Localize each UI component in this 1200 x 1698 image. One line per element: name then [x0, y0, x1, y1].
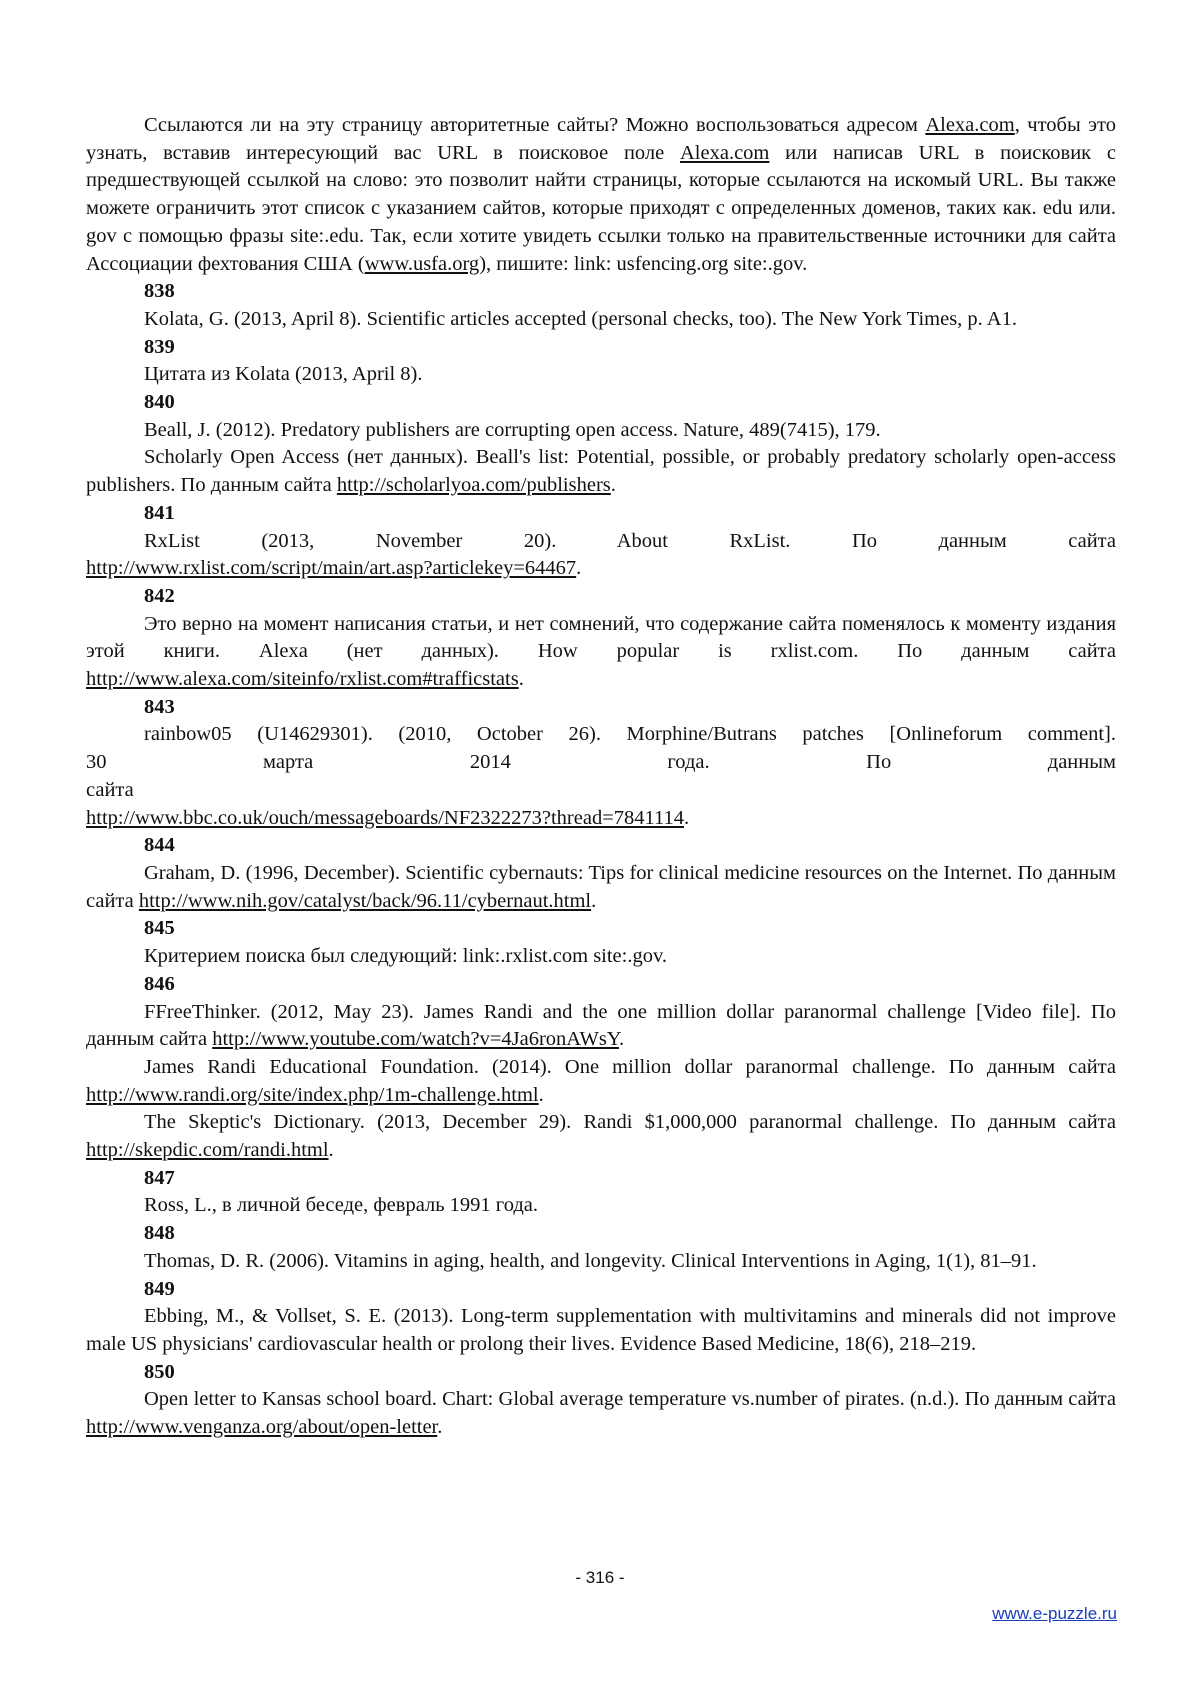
note-number-839: 839	[86, 334, 1116, 362]
reference-843-link-line: http://www.bbc.co.uk/ouch/messageboards/NF2322273?thread=7841114.	[86, 805, 1116, 833]
reference-838: Kolata, G. (2013, April 8). Scientific articles accepted (personal checks, too). The New York Times, p. A1.	[86, 306, 1116, 334]
skepdic-link[interactable]: http://skepdic.com/randi.html	[86, 1139, 329, 1161]
alexa-rxlist-link[interactable]: http://www.alexa.com/siteinfo/rxlist.com#trafficstats	[86, 668, 519, 690]
venganza-link[interactable]: http://www.venganza.org/about/open-letter	[86, 1416, 437, 1438]
reference-text: Open letter to Kansas school board. Chart: Global average temperature vs.number of pirates. (n.d.). По данным сайта	[144, 1388, 1116, 1410]
document-body	[86, 112, 1116, 1442]
note-number-841: 841	[86, 500, 1116, 528]
note-number-849: 849	[86, 1276, 1116, 1304]
reference-843-line2: 30 марта 2014 года. По данным сайта	[86, 749, 1116, 804]
reference-846-skeptics-dictionary: The Skeptic's Dictionary. (2013, December 29). Randi $1,000,000 paranormal challenge. По данным сайта http://skepdic.com/randi.html.	[86, 1109, 1116, 1164]
reference-844: Graham, D. (1996, December). Scientific cybernauts: Tips for clinical medicine resources on the Internet. По данным сайта http://www.nih.gov/catalyst/back/96.11/cybernaut.html.	[86, 860, 1116, 915]
reference-846-ffreethinker: FFreeThinker. (2012, May 23). James Randi and the one million dollar paranormal challenge [Video file]. По данным сайта http://www.youtube.com/watch?v=4Ja6ronAWsY.	[86, 999, 1116, 1054]
reference-849: Ebbing, M., & Vollset, S. E. (2013). Long-term supplementation with multivitamins and minerals did not improve male US physicians' cardiovascular health or prolong their lives. Evidence Based Medicine, 18(6), 218–219.	[86, 1303, 1116, 1358]
reference-842: Это верно на момент написания статьи, и нет сомнений, что содержание сайта поменялось к моменту издания этой книги. Alexa (нет данных). How popular is rxlist.com. По данным сайта http://www.alexa.com/siteinfo/rxlist.com#trafficstats.	[86, 611, 1116, 694]
reference-847: Ross, L., в личной беседе, февраль 1991 года.	[86, 1192, 1116, 1220]
reference-843-line1: rainbow05 (U14629301). (2010, October 26). Morphine/Butrans patches [Onlineforum comment].	[86, 721, 1116, 749]
reference-840-beall: Beall, J. (2012). Predatory publishers are corrupting open access. Nature, 489(7415), 179.	[86, 417, 1116, 445]
note-number-838: 838	[86, 278, 1116, 306]
note-number-844: 844	[86, 832, 1116, 860]
randi-link[interactable]: http://www.randi.org/site/index.php/1m-challenge.html	[86, 1084, 539, 1106]
intro-text-3: или написав URL в поисковик с предшествующей ссылкой на слово: это позволит найти страницы, которые ссылаются на искомый URL. Вы также можете ограничить этот список с указанием сайтов, которые приходят с определенных доменов, таких как. edu или. gov с помощью фразы site:.edu. Так, если хотите увидеть ссылки только на правительственные источники для сайта Ассоциации фехтования США (	[86, 142, 1116, 275]
footer-site-link[interactable]: www.e-puzzle.ru	[992, 1604, 1117, 1624]
usfa-link[interactable]: www.usfa.org	[365, 253, 479, 275]
intro-text-2: , чтобы это узнать, вставив интересующий вас URL в поисковое поле	[86, 114, 1116, 164]
intro-paragraph	[86, 112, 1116, 278]
reference-text: James Randi Educational Foundation. (2014). One million dollar paranormal challenge. По данным сайта	[144, 1056, 1116, 1078]
intro-text-1: Ссылаются ли на эту страницу авторитетные сайты? Можно воспользоваться адресом	[144, 114, 925, 136]
reference-850: Open letter to Kansas school board. Chart: Global average temperature vs.number of pirates. (n.d.). По данным сайта http://www.venganza.org/about/open-letter.	[86, 1386, 1116, 1441]
reference-text: Graham, D. (1996, December). Scientific cybernauts: Tips for clinical medicine resources on the Internet. По данным сайта	[86, 862, 1116, 912]
reference-840-scholarly: Scholarly Open Access (нет данных). Beall's list: Potential, possible, or probably predatory scholarly open-access publishers. По данным сайта http://scholarlyoa.com/publishers.	[86, 444, 1116, 499]
note-number-843: 843	[86, 694, 1116, 722]
reference-841-link-line: http://www.rxlist.com/script/main/art.asp?articlekey=64467.	[86, 555, 1116, 583]
bbc-link[interactable]: http://www.bbc.co.uk/ouch/messageboards/NF2322273?thread=7841114	[86, 807, 684, 829]
reference-845: Критерием поиска был следующий: link:.rxlist.com site:.gov.	[86, 943, 1116, 971]
reference-text: FFreeThinker. (2012, May 23). James Randi and the one million dollar paranormal challenge [Video file]. По данным сайта	[86, 1001, 1116, 1051]
note-number-848: 848	[86, 1220, 1116, 1248]
nih-link[interactable]: http://www.nih.gov/catalyst/back/96.11/cybernaut.html	[139, 890, 591, 912]
reference-848: Thomas, D. R. (2006). Vitamins in aging, health, and longevity. Clinical Interventions in Aging, 1(1), 81–91.	[86, 1248, 1116, 1276]
reference-text: Это верно на момент написания статьи, и нет сомнений, что содержание сайта поменялось к моменту издания этой книги. Alexa (нет данных). How popular is rxlist.com. По данным сайта	[86, 613, 1116, 663]
reference-841-line: RxList (2013, November 20). About RxList. По данным сайта	[86, 528, 1116, 556]
note-number-840: 840	[86, 389, 1116, 417]
note-number-842: 842	[86, 583, 1116, 611]
alexa-link-2[interactable]: Alexa.com	[680, 142, 769, 164]
intro-text-4: ), пишите: link: usfencing.org site:.gov.	[479, 253, 807, 275]
note-number-846: 846	[86, 971, 1116, 999]
note-number-847: 847	[86, 1165, 1116, 1193]
note-number-845: 845	[86, 915, 1116, 943]
page-number: - 316 -	[0, 1568, 1200, 1588]
reference-846-randi-foundation: James Randi Educational Foundation. (2014). One million dollar paranormal challenge. По данным сайта http://www.randi.org/site/index.php/1m-challenge.html.	[86, 1054, 1116, 1109]
youtube-link[interactable]: http://www.youtube.com/watch?v=4Ja6ronAWsY	[212, 1028, 619, 1050]
reference-text: The Skeptic's Dictionary. (2013, December 29). Randi $1,000,000 paranormal challenge. По данным сайта	[144, 1111, 1116, 1133]
reference-839: Цитата из Kolata (2013, April 8).	[86, 361, 1116, 389]
reference-text: Scholarly Open Access (нет данных). Beall's list: Potential, possible, or probably predatory scholarly open-access publishers. По данным сайта	[86, 446, 1116, 496]
rxlist-link[interactable]: http://www.rxlist.com/script/main/art.asp?articlekey=64467	[86, 557, 576, 579]
alexa-link-1[interactable]: Alexa.com	[925, 114, 1014, 136]
scholarlyoa-link[interactable]: http://scholarlyoa.com/publishers	[337, 474, 611, 496]
note-number-850: 850	[86, 1359, 1116, 1387]
